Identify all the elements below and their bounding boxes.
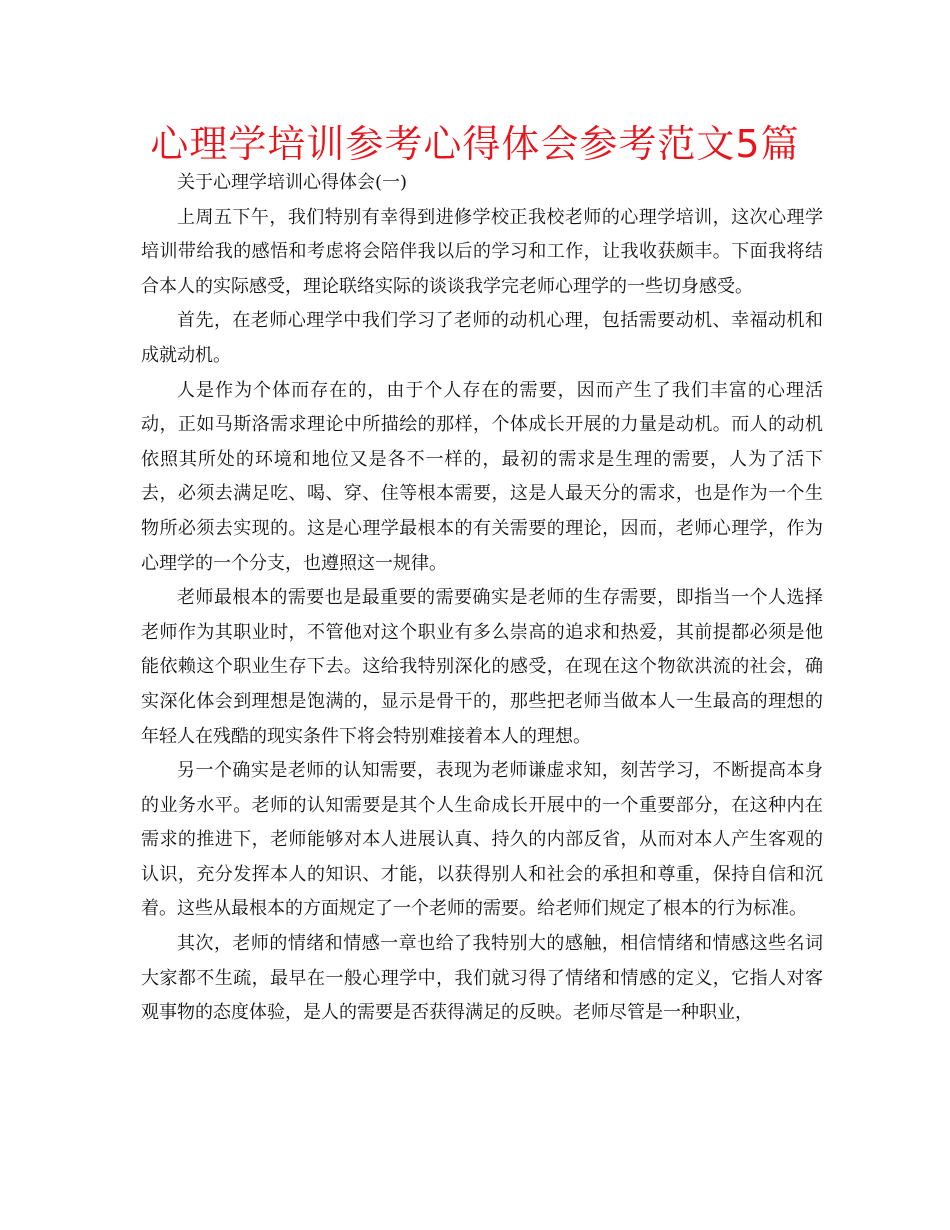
paragraph: 人是作为个体而存在的，由于个人存在的需要，因而产生了我们丰富的心理活动，正如马斯洛需求理论中所描绘的那样，个体成长开展的力量是动机。而人的动机依照其所处的环境和地位又是各不一样的，最初的需求是生理的需要，人为了活下去，必须去满足吃、喝、穿、住等根本需要，这是人最天分的需求，也是作为一个生物所必须去实现的。这是心理学最根本的有关需要的理论，因而，老师心理学，作为心理学的一个分支，也遵照这一规律。 xyxy=(141,379,823,574)
paragraph: 上周五下午，我们特别有幸得到进修学校正我校老师的心理学培训，这次心理学培训带给我的感悟和考虑将会陪伴我以后的学习和工作，让我收获颇丰。下面我将结合本人的实际感受，理论联络实际的谈谈我学完老师心理学的一些切身感受。 xyxy=(141,206,823,297)
paragraph: 另一个确实是老师的认知需要，表现为老师谦虚求知，刻苦学习，不断提高本身的业务水平。老师的认知需要是其个人生命成长开展中的一个重要部分，在这种内在需求的推进下，老师能够对本人进展认真、持久的内部反省，从而对本人产生客观的认识，充分发挥本人的知识、才能，以获得别人和社会的承担和尊重，保持自信和沉着。这些从最根本的方面规定了一个老师的需要。给老师们规定了根本的行为标准。 xyxy=(141,760,823,920)
section-subheading: 关于心理学培训心得体会(一) xyxy=(177,172,408,193)
paragraph: 其次，老师的情绪和情感一章也给了我特别大的感触，相信情绪和情感这些名词大家都不生疏，最早在一般心理学中，我们就习得了情绪和情感的定义，它指人对客观事物的态度体验，是人的需要是否获得满足的反映。老师尽管是一种职业， xyxy=(141,933,823,1024)
document-body xyxy=(141,166,823,1031)
paragraph: 老师最根本的需要也是最重要的需要确实是老师的生存需要，即指当一个人选择老师作为其职业时，不管他对这个职业有多么崇高的追求和热爱，其前提都必须是他能依赖这个职业生存下去。这给我特别深化的感受，在现在这个物欲洪流的社会，确实深化体会到理想是饱满的，显示是骨干的，那些把老师当做本人一生最高的理想的年轻人在残酷的现实条件下将会特别难接着本人的理想。 xyxy=(141,587,823,747)
document-title: 心理学培训参考心得体会参考范文5篇 xyxy=(150,122,800,166)
paragraph: 首先，在老师心理学中我们学习了老师的动机心理，包括需要动机、幸福动机和成就动机。 xyxy=(141,310,823,366)
